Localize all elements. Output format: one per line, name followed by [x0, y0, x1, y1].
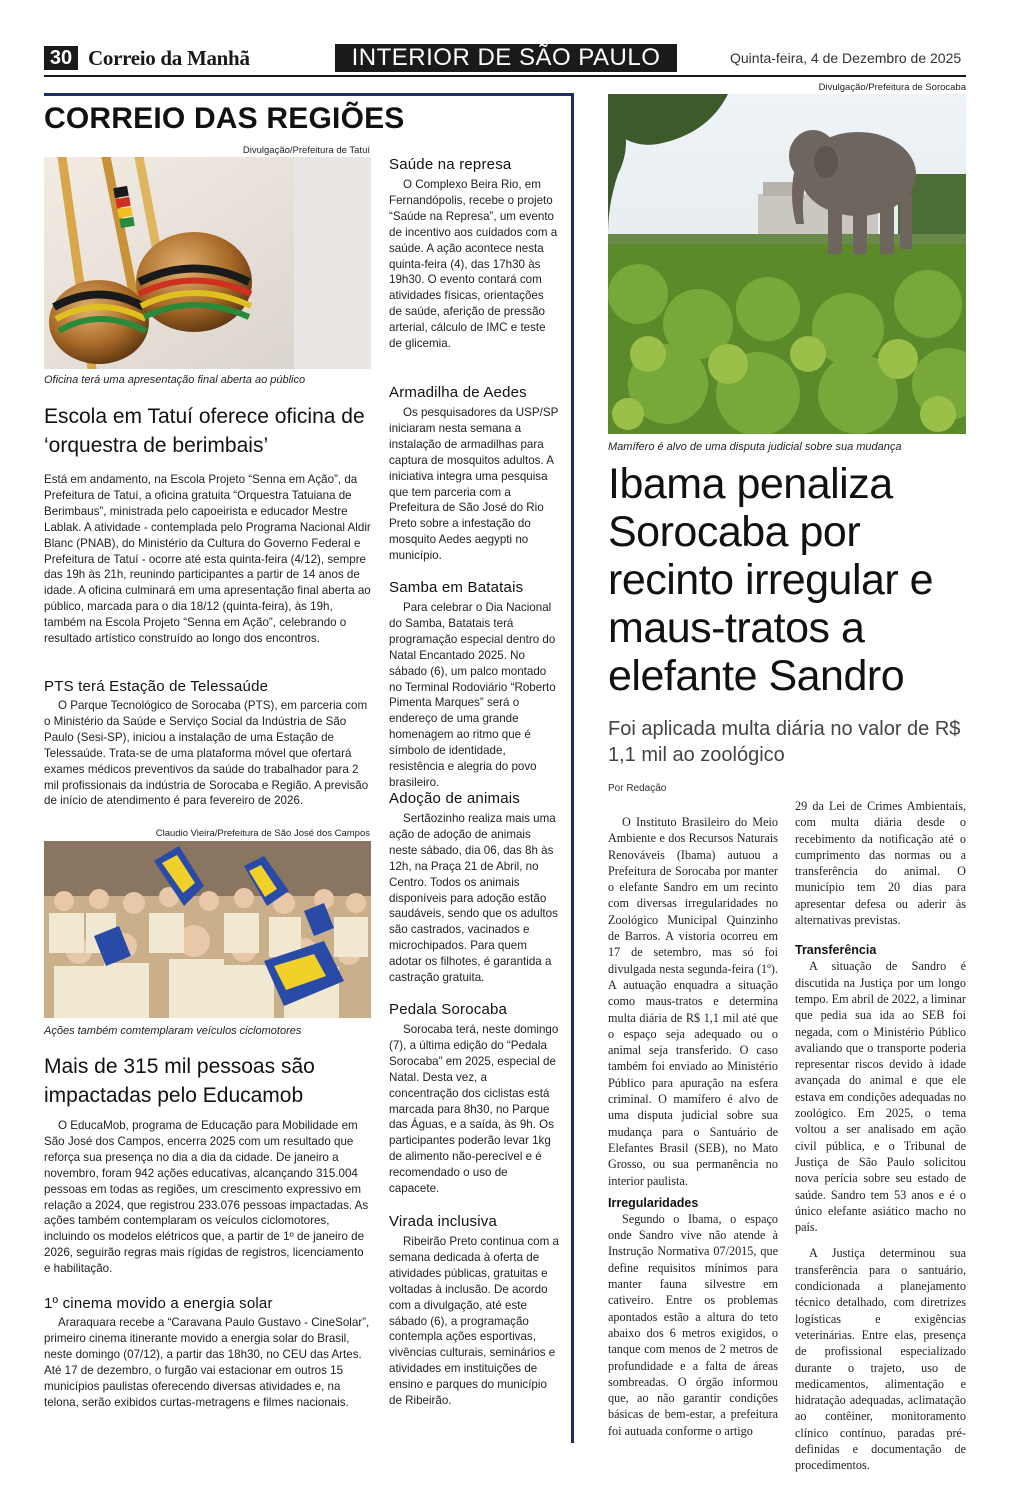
story-headline: 1º cinema movido a energia solar	[44, 1295, 273, 1312]
story-body	[44, 1118, 371, 1277]
byline: Por Redação	[608, 783, 667, 794]
brief-body: Sertãozinho realiza mais uma ação de adoção de animais neste sábado, dia 06, das 8h às 12h, na Praça 21 de Abril, no Centro. Todos os animais disponíveis para adoção estão saudáveis, sendo que os adultos são castrados, vacinados e microchipados. Para quem adotar os filhotes, é garantida a castração gratuita.	[389, 812, 558, 985]
photo-caption: Oficina terá uma apresentação final aberta ao público	[44, 374, 306, 386]
brief-body: Os pesquisadores da USP/SP iniciaram nesta semana a instalação de armadilhas para captura de mosquitos adultos. A iniciativa integra uma pesquisa que tem parceria com a Prefeitura de São José do Rio Preto sobre a infestação do mosquito Aedes aegypti no município.	[389, 406, 559, 563]
brief-title: Armadilha de Aedes	[389, 384, 527, 401]
article-subheading: Irregularidades	[608, 1195, 699, 1210]
brief	[389, 578, 559, 791]
story-body	[44, 1315, 371, 1410]
brief-body: Sorocaba terá, neste domingo (7), a última edição do “Pedala Sorocaba” em 2025, especial de Natal. Desta vez, a concentração dos ciclistas está marcada para 8h30, no Parque das Águas, e a saída, às 9h. Os participantes poderão levar 1kg de alimento não-perecível e é recomendado o uso de capacete.	[389, 1023, 559, 1196]
article-subheading: Transferência	[795, 943, 877, 958]
photo-credit: Divulgação/Prefeitura de Tatuí	[242, 145, 370, 156]
berimbau-photo-icon	[44, 157, 371, 369]
story-headline: Mais de 315 mil pessoas são impactadas pelo Educamob	[44, 1055, 315, 1107]
brief	[389, 1212, 559, 1409]
photo-credit: Divulgação/Prefeitura de Sorocaba	[818, 82, 966, 93]
article-paragraph: 29 da Lei de Crimes Ambientais, com multa diária desde o recebimento da notificação até o cumprimento das normas ou a transferência do animal. O município tem 20 dias para apresentar defesa ou aderir às alternativas previstas.	[795, 799, 966, 928]
issue-date: Quinta-feira, 4 de Dezembro de 2025	[730, 50, 962, 66]
story-body	[44, 698, 371, 809]
brief	[389, 789, 559, 986]
story-body	[44, 472, 371, 647]
children-group-photo-icon	[44, 841, 371, 1018]
brief-title: Pedala Sorocaba	[389, 1001, 508, 1018]
brief-title: Samba em Batatais	[389, 579, 524, 596]
story-headline: PTS terá Estação de Telessaúde	[44, 678, 269, 695]
masthead: Correio da Manhã	[88, 46, 250, 70]
section-frame-top	[44, 93, 574, 96]
article-paragraph: Segundo o Ibama, o espaço onde Sandro vive não atende à Instrução Normativa 07/2015, que define requisitos mínimos para manter fauna silvestre em cativeiro. Entre os problemas apontados estão a altura do teto abaixo dos 6 metros exigidos, o tanque com menos de 2 metros de profundidade e a falta de áreas sombreadas. O órgão informou que, ao não garantir condições básicas de bem-estar, a prefeitura foi autuada conforme o artigo	[608, 1211, 778, 1438]
brief	[389, 1000, 559, 1197]
brief-title: Adoção de animais	[389, 790, 520, 807]
article-column	[795, 798, 966, 1474]
story-paragraph: O EducaMob, programa de Educação para Mobilidade em São José dos Campos, encerra 2025 com um resultado que reforça sua presença no dia a dia da cidade. De janeiro a novembro, foram 942 ações educativas, alcançando 315.004 pessoas em todas as regiões, um crescimento expressivo em relação a 2024, que registrou 233.076 pessoas impactadas. As ações também contemplaram os veículos ciclomotores, incluindo os modelos elétricos que, a partir de 1º de janeiro de 2026, seguirão regras mais rígidas de registros, licenciamento e habilitação.	[44, 1119, 369, 1276]
article-paragraph: O Instituto Brasileiro do Meio Ambiente e dos Recursos Naturais Renováveis (Ibama) autuou a Prefeitura de Sorocaba por manter o elefante Sandro em um recinto com diversas irregularidades no Zoológico Municipal Quinzinho de Barros. A vistoria ocorreu em 17 de setembro, mas só foi divulgada nesta segunda-feira (1º). A autuação enquadra a situação como maus-tratos e determina multa diária de R$ 1,1 mil até que o espaço seja adequado ou o animal seja transferido. O caso também foi enviado ao Ministério Público para apuração na esfera criminal. O mamífero é alvo de uma disputa judicial sobre sua mudança para o Santuário de Elefantes Brasil (SEB), no Mato Grosso, ou sua permanência no interior paulista.	[608, 815, 778, 1188]
section-frame-right	[571, 93, 574, 1443]
section-tag: INTERIOR DE SÃO PAULO	[335, 44, 677, 72]
brief	[389, 383, 559, 564]
page-number: 30	[44, 46, 78, 70]
article-paragraph: A situação de Sandro é discutida na Justiça por um longo tempo. Em abril de 2022, a liminar que pedia sua ida ao SEB foi negada, com o Ministério Público avaliando que o transporte poderia representar riscos devido à idade avançada do animal e que ele estava em condições adequadas no zoológico. Em 2025, o tema voltou a ser analisado em ação civil pública, e o Tribunal de Justiça de São Paulo solicitou nova perícia sobre seu estado de saúde. Sandro tem 53 anos e é o único elefante asiático macho no país.	[795, 959, 966, 1235]
photo-caption: Ações também comtemplaram veículos ciclomotores	[44, 1025, 302, 1037]
brief-body: O Complexo Beira Rio, em Fernandópolis, recebe o projeto “Saúde na Represa”, um evento de incentivo aos cuidados com a saúde. A ação acontece nesta quinta-feira (4), das 17h30 às 19h30. O evento contará com atividades físicas, orientações de saúde, aferição de pressão arterial, cálculo de IMC e teste de glicemia.	[389, 178, 558, 351]
photo-credit: Claudio Vieira/Prefeitura de São José dos Campos	[155, 828, 370, 839]
story-paragraph: Está em andamento, na Escola Projeto “Senna em Ação”, da Prefeitura de Tatuí, a oficina gratuita “Orquestra Tatuiana de Berimbaus”, ministrada pelo capoeirista e educador Mestre Lablak. A atividade - contemplada pelo Programa Nacional Aldir Blanc (PNAB), do Ministério da Cultura do Governo Federal e Prefeitura de Tatuí - ocorre até esta quinta-feira (4/12), sempre das 19h às 21h, reunindo participantes a partir de 14 anos de idade. A oficina culminará em uma apresentação final aberta ao público, marcada para o dia 18/12 (quinta-feira), às 19h, também na Escola Projeto “Senna em Ação”, celebrando o resultado artístico construído ao longo dos encontros.	[44, 473, 371, 646]
photo-caption: Mamífero é alvo de uma disputa judicial sobre sua mudança	[608, 441, 902, 453]
story-paragraph: Araraquara recebe a “Caravana Paulo Gustavo - CineSolar”, primeiro cinema itinerante movido a energia solar do Brasil, neste domingo (07/12), a partir das 18h30, no CEU das Artes. Até 17 de dezembro, o furgão vai estacionar em outros 15 municípios paulistas oferecendo diversas atividades e, na telona, serão exibidos curtas-metragens e filmes nacionais.	[44, 1316, 370, 1409]
story-paragraph: O Parque Tecnológico de Sorocaba (PTS), em parceria com o Ministério da Saúde e Serviço Social da Indústria de São Paulo (Sesi-SP), iniciou a instalação de uma Estação de Telessaúde. Trata-se de uma plataforma móvel que ofertará exames médicos preventivos da saúde do trabalhador para 2 mil profissionais da indústria de Sorocaba e Região. A previsão de início de atendimento é para fevereiro de 2026.	[44, 699, 369, 808]
brief-title: Saúde na represa	[389, 156, 512, 173]
article-paragraph: A Justiça determinou sua transferência para o santuário, condicionada a planejamento técnico detalhado, com diretrizes logísticas e exigências veterinárias. Entre elas, presença de profissional especializado durante o trajeto, uso de medicamentos, alimentação e hidratação adequadas, aclimatação ao contêiner, monitoramento clínico contínuo, paradas pré-definidas e documentação de procedimentos.	[795, 1246, 966, 1473]
brief-body: Para celebrar o Dia Nacional do Samba, Batatais terá programação especial dentro do Natal Encantado 2025. No sábado (6), um palco montado no Terminal Rodoviário “Roberto Pimenta Marques” será o endereço de uma grande homenagem ao ritmo que é símbolo de identidade, resistência e alegria do povo brasileiro.	[389, 601, 556, 789]
main-headline: Ibama penaliza Sorocaba por recinto irregular e maus-tratos a elefante Sandro	[608, 460, 934, 700]
header-rule	[44, 75, 966, 77]
story-headline: Escola em Tatuí oferece oficina de ‘orquestra de berimbais’	[44, 405, 365, 457]
brief	[389, 155, 559, 352]
section-title: CORREIO DAS REGIÕES	[44, 102, 405, 135]
article-column	[608, 814, 778, 1439]
brief-title: Virada inclusiva	[389, 1213, 497, 1230]
elephant-photo-icon	[608, 94, 966, 434]
main-subhead: Foi aplicada multa diária no valor de R$ 1,1 mil ao zoológico	[608, 718, 961, 766]
brief-body: Ribeirão Preto continua com a semana dedicada à oferta de atividades públicas, gratuitas e voltadas à inclusão. De acordo com a divulgação, até este sábado (6), a programação contempla ações esportivas, vivências culturais, seminários e atividades em instituições de ensino e parques do município de Ribeirão.	[389, 1235, 559, 1408]
